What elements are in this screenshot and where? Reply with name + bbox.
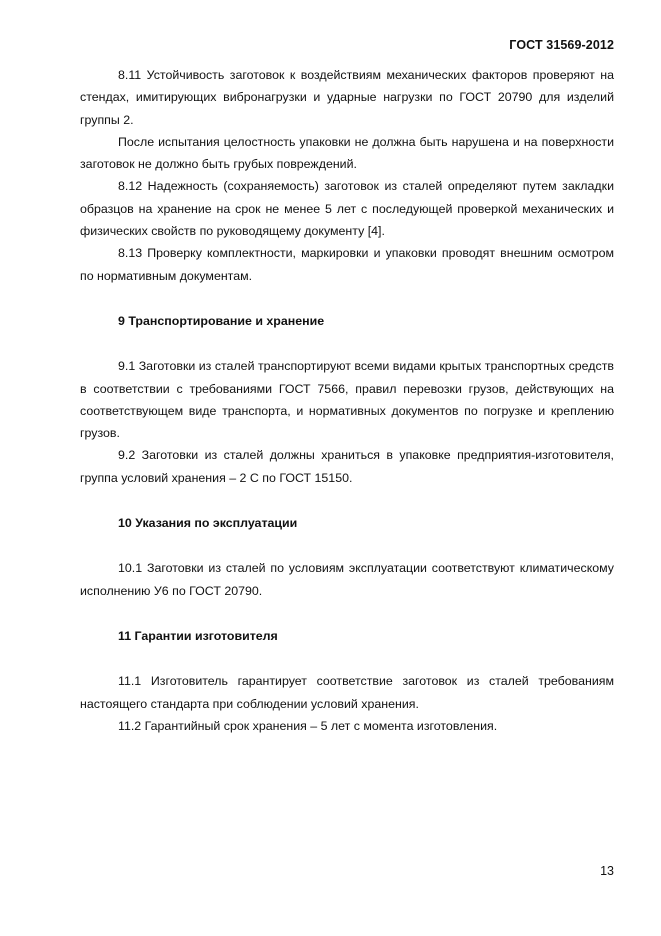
section-heading-11: 11 Гарантии изготовителя — [118, 628, 278, 643]
paragraph-8-11: 8.11 Устойчивость заготовок к воздействиям механических факторов проверяют на стендах, имитирующих вибронагрузки и ударные нагрузки по ГОСТ 20790 для изделий группы 2. — [80, 68, 614, 127]
section-heading-9: 9 Транспортирование и хранение — [118, 313, 325, 328]
document-body — [80, 64, 614, 737]
paragraph-9-2: 9.2 Заготовки из сталей должны храниться в упаковке предприятия-изготовителя, группа условий хранения – 2 С по ГОСТ 15150. — [80, 448, 614, 485]
paragraph-11-1: 11.1 Изготовитель гарантирует соответствие заготовок из сталей требованиям настоящего стандарта при соблюдении условий хранения. — [80, 674, 614, 711]
paragraph-8-11-continued: После испытания целостность упаковки не должна быть нарушена и на поверхности заготовок не должно быть грубых повреждений. — [80, 134, 614, 172]
page-number: 13 — [600, 864, 614, 878]
section-heading-10: 10 Указания по эксплуатации — [118, 516, 298, 531]
paragraph-10-1: 10.1 Заготовки из сталей по условиям эксплуатации соответствуют климатическому исполнению У6 по ГОСТ 20790. — [80, 561, 614, 598]
paragraph-8-12: 8.12 Надежность (сохраняемость) заготовок из сталей определяют путем закладки образцов на хранение на срок не менее 5 лет с последующей проверкой механических и физических свойств по руководящему документу [4]. — [80, 179, 614, 239]
document-header-id: ГОСТ 31569-2012 — [509, 38, 614, 52]
paragraph-8-13: 8.13 Проверку комплектности, маркировки и упаковки проводят внешним осмотром по нормативным документам. — [80, 246, 614, 283]
paragraph-11-2: 11.2 Гарантийный срок хранения – 5 лет с момента изготовления. — [118, 718, 498, 733]
paragraph-9-1: 9.1 Заготовки из сталей транспортируют всеми видами крытых транспортных средств в соответствии с требованиями ГОСТ 7566, правил перевозки грузов, действующих на соответствующем виде транспорта, и нормативных документов по погрузке и креплению грузов. — [80, 359, 614, 441]
